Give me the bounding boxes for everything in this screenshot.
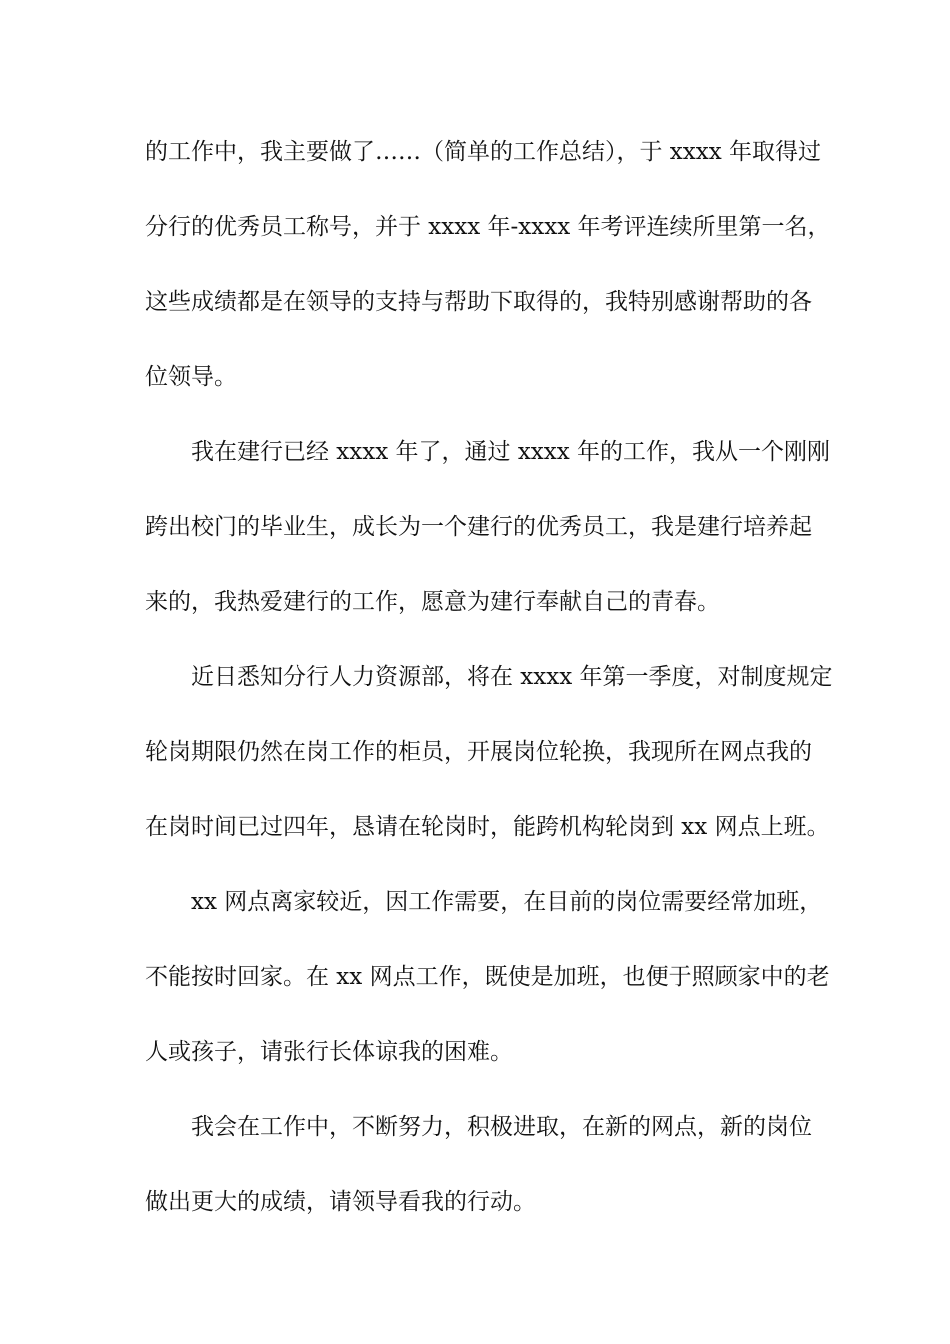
- paragraph-line: 位领导。: [145, 364, 237, 390]
- document-body: [145, 129, 833, 1225]
- paragraph-line: 分行的优秀员工称号，并于 xxxx 年-xxxx 年考评连续所里第一名，: [145, 214, 831, 240]
- paragraph-line: 我会在工作中，不断努力，积极进取，在新的网点，新的岗位: [191, 1114, 812, 1140]
- paragraph-2: [145, 429, 831, 654]
- paragraph-1: [145, 129, 831, 429]
- paragraph-line: 我在建行已经 xxxx 年了，通过 xxxx 年的工作，我从一个刚刚: [191, 439, 831, 465]
- paragraph-line: 这些成绩都是在领导的支持与帮助下取得的，我特别感谢帮助的各: [145, 289, 812, 315]
- paragraph-line: 轮岗期限仍然在岗工作的柜员，开展岗位轮换，我现所在网点我的: [145, 739, 812, 765]
- paragraph-line: 跨出校门的毕业生，成长为一个建行的优秀员工，我是建行培养起: [145, 514, 812, 540]
- paragraph-4: [145, 879, 830, 1104]
- paragraph-3: [145, 654, 833, 879]
- paragraph-line: 在岗时间已过四年，恳请在轮岗时，能跨机构轮岗到 xx 网点上班。: [145, 814, 830, 840]
- paragraph-line: 不能按时回家。在 xx 网点工作，既使是加班，也便于照顾家中的老: [145, 964, 830, 990]
- paragraph-line: 做出更大的成绩，请领导看我的行动。: [145, 1189, 536, 1215]
- paragraph-line: 的工作中，我主要做了……（简单的工作总结），于 xxxx 年取得过: [145, 139, 822, 165]
- paragraph-line: xx 网点离家较近，因工作需要，在目前的岗位需要经常加班，: [191, 889, 823, 915]
- paragraph-line: 近日悉知分行人力资源部，将在 xxxx 年第一季度，对制度规定: [191, 664, 833, 690]
- paragraph-5: [145, 1104, 812, 1225]
- paragraph-line: 来的，我热爱建行的工作，愿意为建行奉献自己的青春。: [145, 589, 720, 615]
- paragraph-line: 人或孩子，请张行长体谅我的困难。: [145, 1039, 513, 1065]
